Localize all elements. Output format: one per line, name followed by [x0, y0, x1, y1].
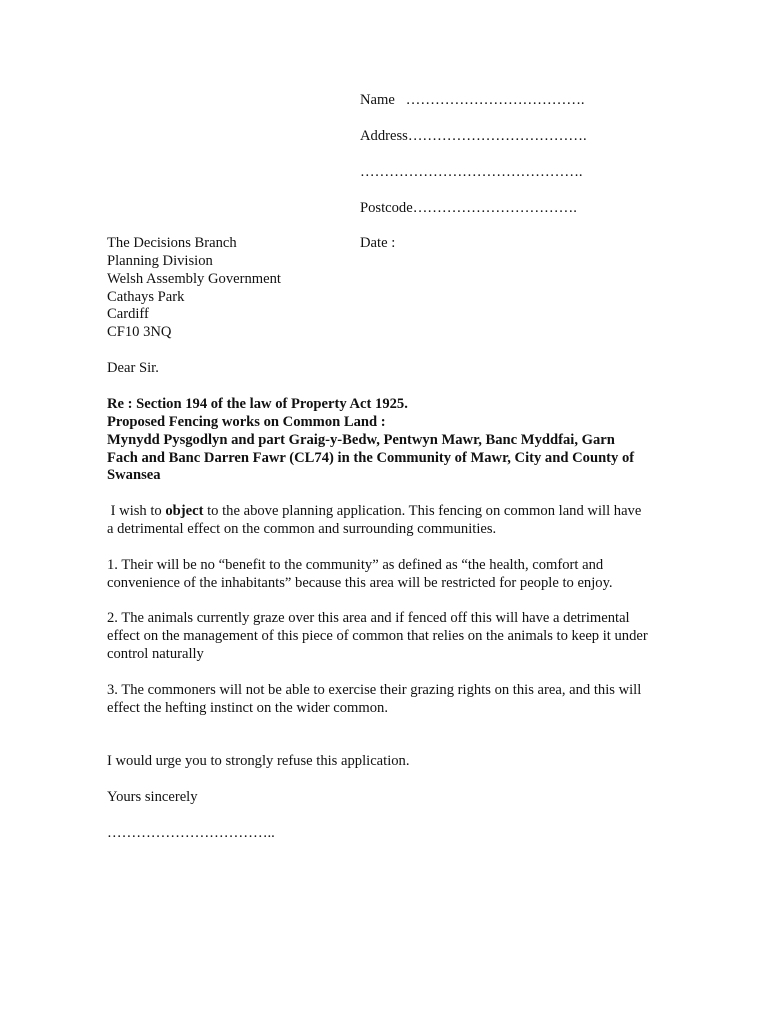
intro-text-before: I wish to: [107, 503, 166, 519]
name-field-label: Name ……………………………….: [360, 92, 585, 108]
recipient-line: Welsh Assembly Government: [107, 271, 281, 287]
intro-text-after: to the above planning application. This fencing on common land will have a detrimental effect on the common and surrounding communities.: [107, 503, 642, 537]
subject-line: Re : Section 194 of the law of Property Act 1925.: [107, 396, 408, 412]
point-1-paragraph: 1. Their will be no “benefit to the community” as defined as “the health, comfort and convenience of the inhabitants” because this area will be restricted for people to enjoy.: [107, 557, 613, 591]
address-field-label: Address……………………………….: [360, 128, 587, 144]
recipient-line: Planning Division: [107, 253, 213, 269]
intro-paragraph: [107, 502, 642, 538]
date-field-label: Date :: [360, 235, 396, 251]
recipient-line: The Decisions Branch: [107, 235, 237, 251]
address-line-2: ……………………………………….: [360, 164, 583, 180]
subject-line: Fach and Banc Darren Fawr (CL74) in the Community of Mawr, City and County of: [107, 450, 635, 466]
recipient-line: CF10 3NQ: [107, 324, 172, 340]
postcode-field-label: Postcode…………………………….: [360, 200, 577, 216]
subject-line: Proposed Fencing works on Common Land :: [107, 414, 386, 430]
point-2-paragraph: 2. The animals currently graze over this area and if fenced off this will have a detrimental effect on the management of this piece of common that relies on the animals to keep it under control naturally: [107, 610, 648, 662]
point-3-paragraph: 3. The commoners will not be able to exercise their grazing rights on this area, and this will effect the hefting instinct on the wider common.: [107, 682, 642, 716]
intro-text-bold: object: [165, 503, 204, 519]
closing: Yours sincerely: [107, 789, 198, 805]
recipient-line: Cathays Park: [107, 289, 185, 305]
subject-line: Mynydd Pysgodlyn and part Graig-y-Bedw, Pentwyn Mawr, Banc Myddfai, Garn: [107, 432, 615, 448]
recipient-line: Cardiff: [107, 306, 149, 322]
subject-line: Swansea: [107, 467, 161, 483]
urge-statement: I would urge you to strongly refuse this application.: [107, 753, 410, 769]
signature-line: ……………………………..: [107, 825, 275, 841]
salutation: Dear Sir.: [107, 360, 159, 376]
